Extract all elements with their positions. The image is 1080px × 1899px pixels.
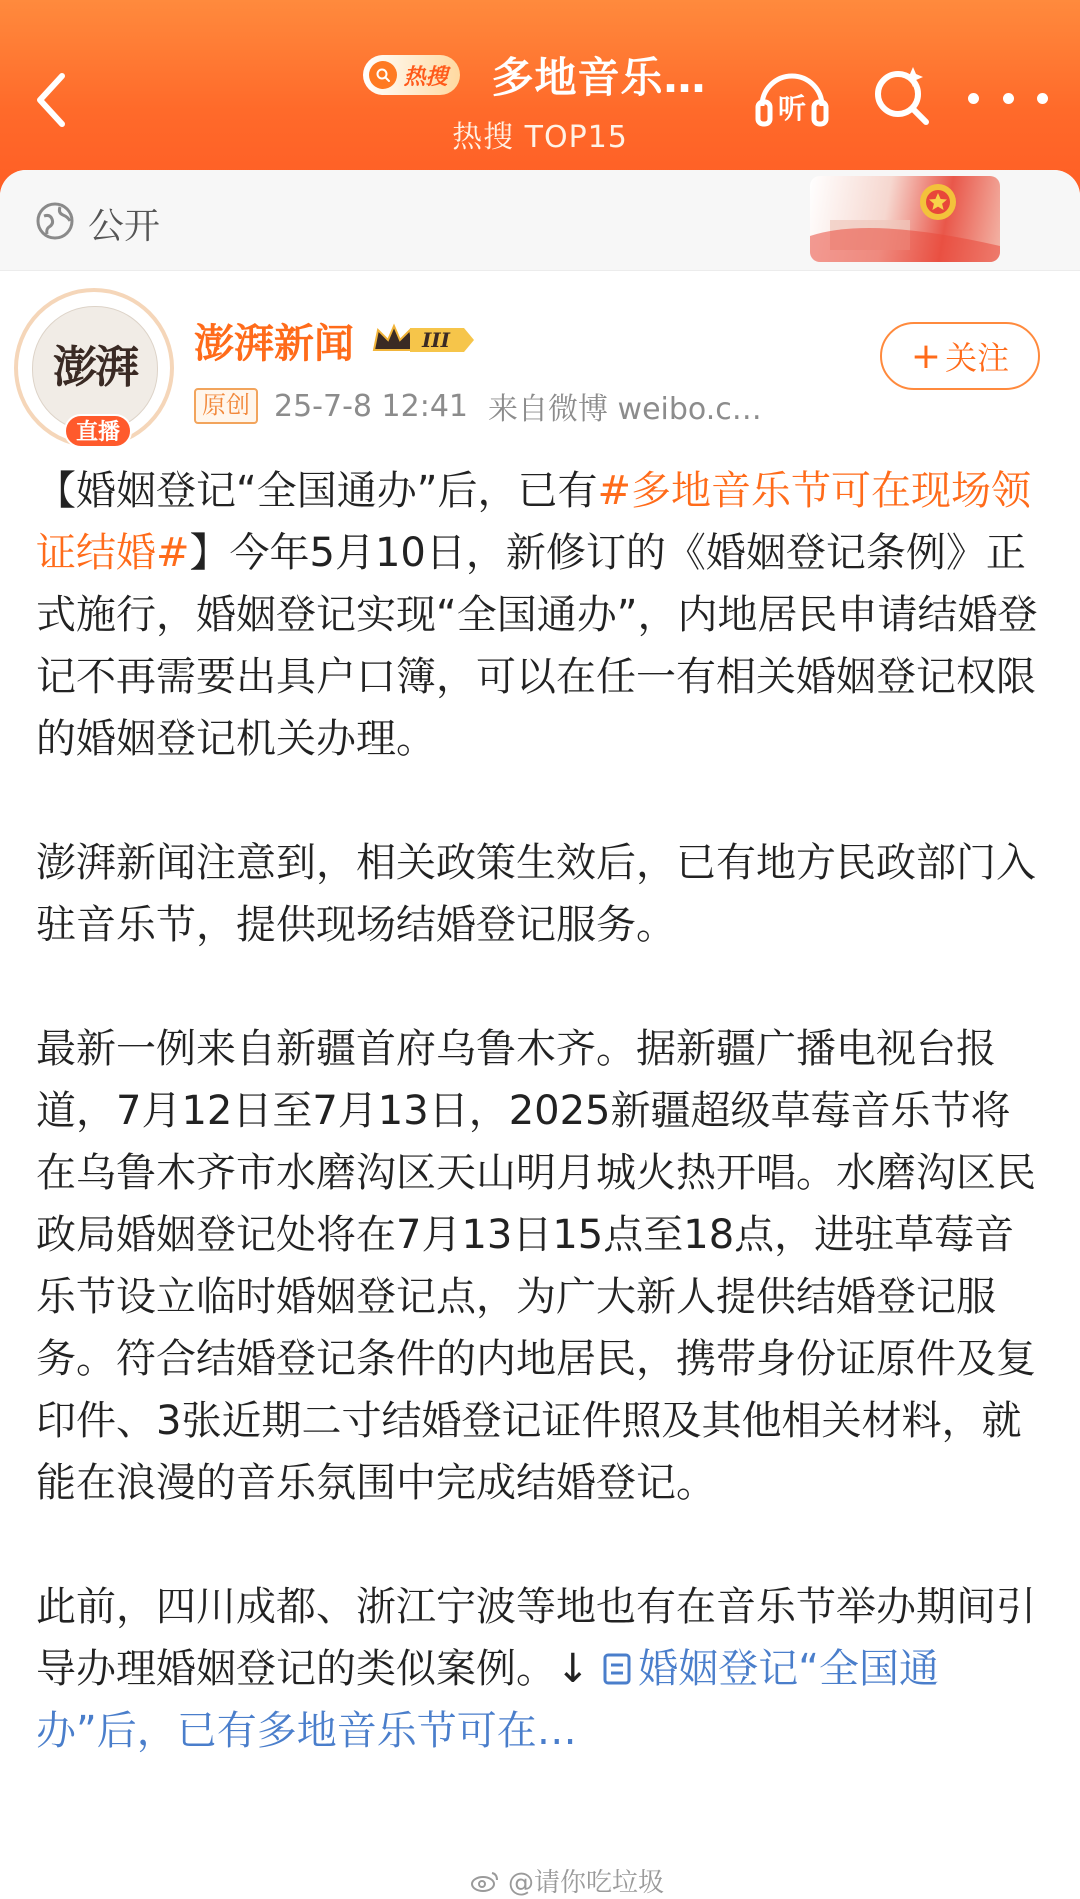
follow-label: 关注 (945, 339, 1010, 377)
article-link-text: 婚姻登记“全国通办”后，已有多地音乐节可在… (36, 1646, 939, 1754)
promo-banner[interactable] (810, 176, 1000, 262)
more-dot-icon (1037, 93, 1048, 104)
post-source[interactable]: 来自微博 weibo.c… (488, 392, 762, 427)
original-tag: 原创 (194, 388, 258, 424)
page-subtitle[interactable]: 热搜 TOP15 (452, 120, 628, 155)
listen-button[interactable] (752, 62, 832, 132)
more-button[interactable] (968, 80, 1048, 116)
level-label: III (421, 328, 451, 352)
post-time: 25-7-8 12:41 (274, 388, 468, 424)
live-badge: 直播 (64, 414, 132, 448)
post-body (36, 460, 1046, 1762)
hot-badge-label: 热搜 (403, 64, 448, 90)
author-avatar[interactable] (14, 288, 174, 448)
post-text: 此前，四川成都、浙江宁波等地也有在音乐节举办期间引导办理婚姻登记的类似案例。↓ (36, 1584, 1036, 1692)
visibility-bar (0, 170, 1080, 271)
more-dot-icon (1003, 93, 1014, 104)
page-title[interactable]: 多地音乐… (491, 53, 707, 102)
post-paragraph-2: 澎湃新闻注意到，相关政策生效后，已有地方民政部门入驻音乐节，提供现场结婚登记服务。 (36, 840, 1036, 948)
post-paragraph-3: 最新一例来自新疆首府乌鲁木齐。据新疆广播电视台报道，7月12日至7月13日，2025新疆超级草莓音乐节将在乌鲁木齐市水磨沟区天山明月城火热开唱。水磨沟区民政局婚姻登记处将在7月13日15点至18点，进驻草莓音乐节设立临时婚姻登记点，为广大新人提供结婚登记服务。符合结婚登记条件的内地居民，携带身份证原件及复印件、3张近期二寸结婚登记证件照及其他相关材料，就能在浪漫的音乐氛围中完成结婚登记。 (36, 1026, 1036, 1506)
plus-icon: + (910, 335, 942, 377)
hashtag-link[interactable]: #多地音乐节可在现场领证结婚# (36, 468, 1031, 576)
globe-icon (36, 202, 74, 240)
weibo-logo-icon (470, 1869, 500, 1893)
search-icon (369, 61, 397, 89)
article-icon (602, 1652, 632, 1686)
more-dot-icon (968, 93, 979, 104)
watermark (470, 1862, 664, 1899)
emblem-image (810, 176, 1000, 262)
headphones-icon (752, 62, 832, 132)
search-button[interactable] (866, 62, 936, 132)
post-text: 】今年5月10日，新修订的《婚姻登记条例》正式施行，婚姻登记实现“全国通办”，内地居民申请结婚登记不再需要出具户口簿，可以在任一有相关婚姻登记权限的婚姻登记机关办理。 (36, 530, 1038, 762)
watermark-text: @请你吃垃圾 (508, 1868, 665, 1898)
search-icon (866, 62, 936, 132)
avatar-logo: 澎湃 (53, 342, 137, 393)
follow-button[interactable] (880, 322, 1040, 390)
visibility-label[interactable]: 公开 (88, 206, 161, 247)
author-name[interactable]: 澎湃新闻 (194, 321, 354, 367)
listen-label: 听 (777, 92, 807, 125)
post-paragraph-1 (36, 460, 1046, 770)
post-sheet (0, 170, 1080, 1898)
crown-level-icon (370, 320, 478, 360)
hot-search-badge (363, 55, 459, 95)
post-text: 【婚姻登记“全国通办”后，已有 (36, 468, 598, 514)
post-paragraph-4 (36, 1576, 1046, 1762)
post-meta (194, 384, 762, 428)
